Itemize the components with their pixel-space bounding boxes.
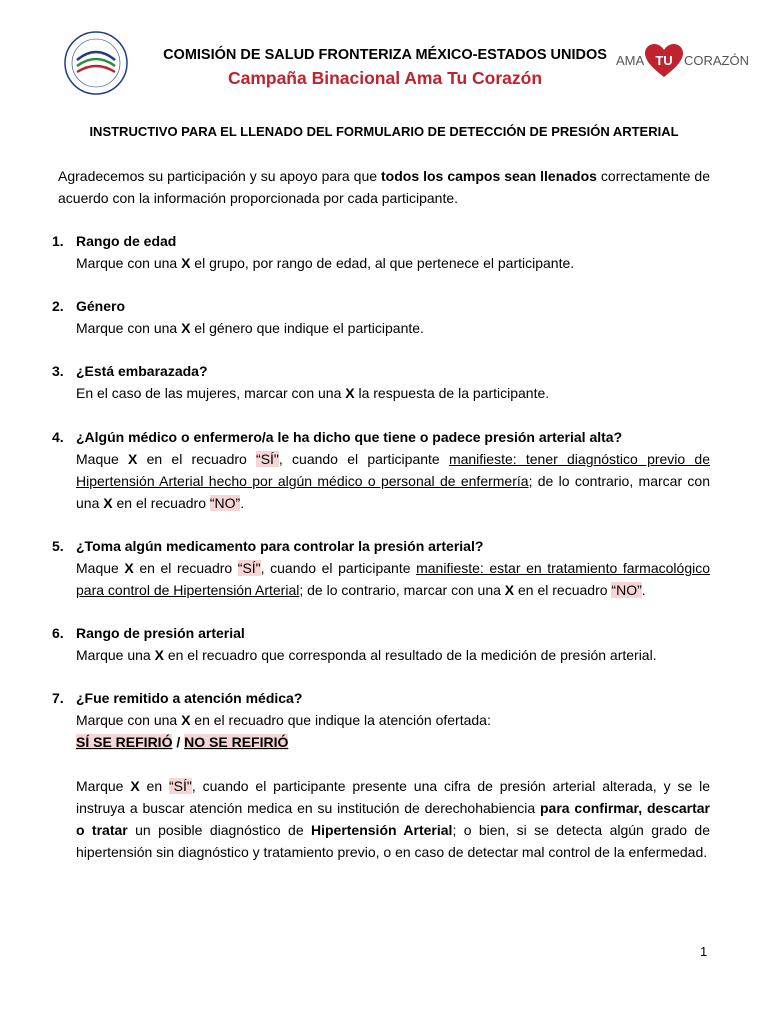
item-heading: Rango de edad <box>76 233 177 249</box>
highlight-si: “SÍ" <box>237 560 261 576</box>
highlight-si: “SÍ" <box>256 451 279 467</box>
list-item-age-range <box>52 230 710 274</box>
document-title: INSTRUCTIVO PARA EL LLENADO DEL FORMULARIO DE DETECCIÓN DE PRESIÓN ARTERIAL <box>89 124 679 139</box>
underlined-criterion: manifieste: tener diagnóstico previo de Hipertensión Arterial hecho por algún médico o personal de enfermería <box>76 451 710 489</box>
list-item-pressure-range <box>52 622 710 666</box>
commission-seal-logo <box>63 30 129 96</box>
list-item-diagnosis <box>52 426 710 514</box>
highlight-si: “SÍ" <box>169 778 192 794</box>
intro-emphasis: todos los campos sean llenados <box>381 168 597 184</box>
referral-explanation: Marque X en “SÍ", cuando el participante presente una cifra de presión arterial alterada, y se le instruya a buscar atención medica en su institución de derechohabiencia para confirmar, descartar o tratar un posible diagnóstico de Hipertensión Arterial; o bien, si se detecta algún grado de hipertensión sin diagnóstico y tratamiento previo, o en caso de detectar mal control de la enfermedad. <box>76 778 710 860</box>
list-item-pregnant <box>52 360 710 404</box>
item-body: Marque con una X el grupo, por rango de edad, al que pertenece el participante. <box>76 255 575 271</box>
highlight-no: “NO” <box>209 495 241 511</box>
item-number: 5. <box>52 538 64 554</box>
list-item-gender <box>52 295 710 339</box>
intro-text: Agradecemos su participación y su apoyo para que <box>58 168 382 184</box>
item-number: 4. <box>52 429 64 445</box>
item-number: 3. <box>52 363 64 379</box>
item-body: Maque X en el recuadro “SÍ", cuando el participante manifieste: estar en tratamiento farmacológico para control de Hipertensión Arterial; de lo contrario, marcar con una X en el recuadro “NO”. <box>76 560 710 598</box>
item-body: Marque con una X en el recuadro que indique la atención ofertada: <box>76 712 491 728</box>
list-item-medication <box>52 535 710 601</box>
header-title: COMISIÓN DE SALUD FRONTERIZA MÉXICO-ESTADOS UNIDOS <box>163 47 607 63</box>
item-body: En el caso de las mujeres, marcar con una X la respuesta de la participante. <box>76 385 550 401</box>
underlined-criterion: manifieste: estar en tratamiento farmacológico para control de Hipertensión Arterial <box>76 560 710 598</box>
page-number: 1 <box>700 944 708 959</box>
item-body: Maque X en el recuadro “SÍ", cuando el participante manifieste: tener diagnóstico previo de Hipertensión Arterial hecho por algún médico o personal de enfermería; de lo contrario, marcar con una X en el recuadro “NO”. <box>76 451 711 511</box>
item-heading: ¿Toma algún medicamento para controlar la presión arterial? <box>76 538 484 554</box>
ama-tu-corazon-logo <box>614 44 749 78</box>
logo-word-corazon: CORAZÓN <box>684 53 749 68</box>
item-number: 6. <box>52 625 64 641</box>
item-number: 2. <box>52 298 64 314</box>
item-number: 1. <box>52 233 64 249</box>
item-heading: Género <box>76 298 126 314</box>
intro-paragraph <box>58 165 710 209</box>
logo-word-tu: TU <box>655 53 673 68</box>
item-body: Marque con una X el género que indique el participante. <box>76 320 424 336</box>
highlight-no: “NO” <box>611 582 642 598</box>
logo-word-ama: AMA <box>616 53 645 68</box>
item-heading: ¿Está embarazada? <box>76 363 208 379</box>
referral-options: SÍ SE REFIRIÓ / NO SE REFIRIÓ <box>76 734 289 750</box>
option-si-se-refirio: SÍ SE REFIRIÓ <box>76 734 173 750</box>
intro-text-end: correctamente de acuerdo con la información proporcionada por cada participante. <box>58 168 710 206</box>
item-heading: Rango de presión arterial <box>76 625 245 641</box>
list-item-referral <box>52 687 710 863</box>
item-body: Marque una X en el recuadro que corresponda al resultado de la medición de presión arterial. <box>76 647 657 663</box>
item-heading: ¿Fue remitido a atención médica? <box>76 690 303 706</box>
item-number: 7. <box>52 690 64 706</box>
item-heading: ¿Algún médico o enfermero/a le ha dicho que tiene o padece presión arterial alta? <box>76 429 623 445</box>
header-subtitle: Campaña Binacional Ama Tu Corazón <box>227 68 543 88</box>
option-no-se-refirio: NO SE REFIRIÓ <box>184 734 289 750</box>
